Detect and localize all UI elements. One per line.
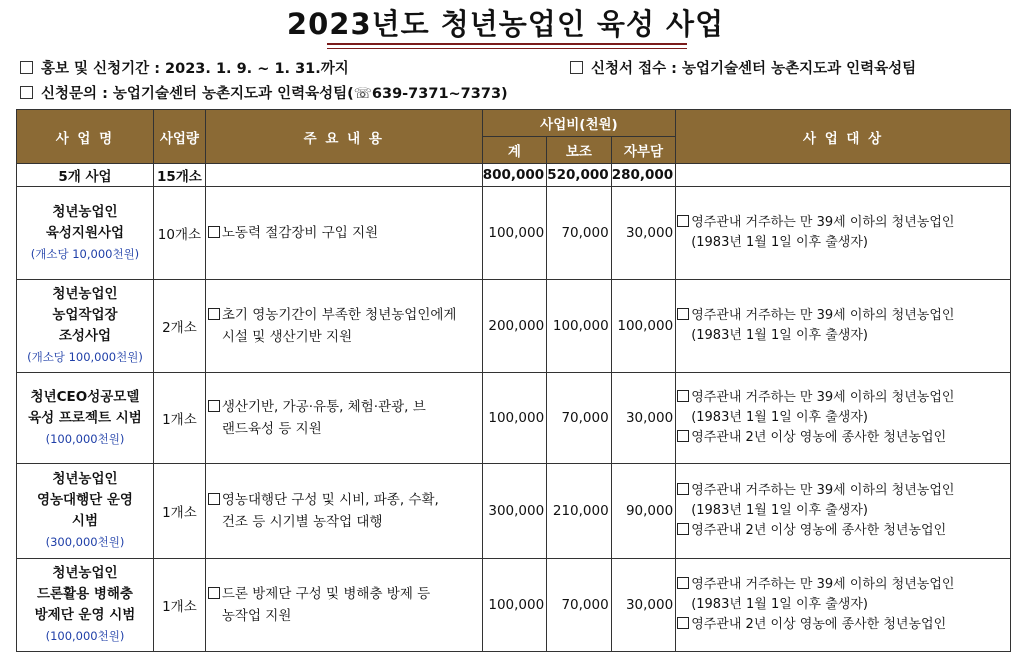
project-amount: 2개소 bbox=[153, 280, 205, 373]
header-self: 자부담 bbox=[611, 137, 676, 164]
header-content: 주 요 내 용 bbox=[205, 110, 482, 164]
project-content-text: 노동력 절감장비 구입 지원 bbox=[221, 225, 379, 241]
summary-target bbox=[676, 164, 1011, 187]
project-name-line: 청년농업인 bbox=[52, 471, 118, 487]
title-underline bbox=[327, 43, 687, 49]
project-unit-cost: (100,000천원) bbox=[45, 431, 125, 446]
header-cost: 사업비(천원) bbox=[482, 110, 676, 137]
project-target-line bbox=[677, 481, 1010, 501]
project-name-line: 육성 프로젝트 시범 bbox=[28, 409, 142, 426]
project-target-line bbox=[677, 521, 1010, 541]
checkbox-icon bbox=[208, 400, 220, 412]
project-name-line: 방제단 운영 시범 bbox=[34, 607, 136, 623]
project-subsidy: 100,000 bbox=[547, 280, 612, 373]
project-name bbox=[17, 187, 154, 280]
project-content-text: 생산기반, 가공·유통, 체험·관광, 브 bbox=[221, 399, 426, 415]
project-target-line bbox=[677, 575, 1010, 595]
project-total: 200,000 bbox=[482, 280, 547, 373]
project-amount: 1개소 bbox=[153, 373, 205, 464]
checkbox-icon bbox=[208, 587, 220, 599]
project-unit-cost: (개소당 10,000천원) bbox=[30, 246, 140, 261]
project-content bbox=[205, 559, 482, 652]
info-period bbox=[20, 57, 349, 78]
project-total: 100,000 bbox=[482, 559, 547, 652]
project-target-text: (1983년 1월 1일 이후 출생자) bbox=[691, 328, 868, 343]
checkbox-icon bbox=[677, 215, 689, 227]
project-self: 100,000 bbox=[611, 280, 676, 373]
checkbox-icon bbox=[208, 493, 220, 505]
project-content-text: 농작업 지원 bbox=[221, 608, 292, 624]
project-content bbox=[205, 373, 482, 464]
project-target-text: (1983년 1월 1일 이후 출생자) bbox=[691, 235, 868, 250]
project-content-line bbox=[208, 396, 482, 418]
project-amount: 10개소 bbox=[153, 187, 205, 280]
project-target bbox=[676, 373, 1011, 464]
project-total: 100,000 bbox=[482, 373, 547, 464]
project-name-line: 시범 bbox=[71, 513, 98, 529]
project-target-text: 영주관내 거주하는 만 39세 이하의 청년농업인 bbox=[691, 483, 955, 498]
project-name bbox=[17, 559, 154, 652]
project-target-line bbox=[677, 306, 1010, 326]
checkbox-icon bbox=[677, 390, 689, 402]
project-content-text: 랜드육성 등 지원 bbox=[221, 421, 322, 437]
info-reception-text: 신청서 접수 : 농업기술센터 농촌지도과 인력육성팀 bbox=[591, 61, 917, 77]
project-table bbox=[16, 109, 1011, 652]
project-target bbox=[676, 464, 1011, 559]
summary-row bbox=[17, 164, 1011, 187]
checkbox-icon bbox=[208, 226, 220, 238]
header-subsidy: 보조 bbox=[547, 137, 612, 164]
header-amount: 사업량 bbox=[153, 110, 205, 164]
project-target-text: (1983년 1월 1일 이후 출생자) bbox=[691, 410, 868, 425]
project-name-line: 청년농업인 bbox=[52, 203, 118, 220]
project-target-line bbox=[677, 501, 1010, 521]
project-target bbox=[676, 280, 1011, 373]
project-target-line bbox=[677, 233, 1010, 253]
project-name-line: 조성사업 bbox=[58, 328, 112, 344]
project-name-line: 청년농업인 bbox=[52, 286, 118, 302]
project-target-text: 영주관내 거주하는 만 39세 이하의 청년농업인 bbox=[691, 577, 955, 592]
header-name: 사 업 명 bbox=[17, 110, 154, 164]
project-target-text: (1983년 1월 1일 이후 출생자) bbox=[691, 503, 868, 518]
project-unit-cost: (개소당 100,000천원) bbox=[27, 350, 143, 364]
header-total: 계 bbox=[482, 137, 547, 164]
project-target-text: 영주관내 2년 이상 영농에 종사한 청년농업인 bbox=[691, 617, 947, 632]
project-target-line bbox=[677, 213, 1010, 233]
checkbox-icon bbox=[20, 86, 33, 99]
checkbox-icon bbox=[208, 308, 220, 320]
table-row bbox=[17, 280, 1011, 373]
project-content-line bbox=[208, 489, 482, 511]
project-name-line: 청년CEO성공모델 bbox=[30, 388, 140, 405]
project-content-line bbox=[208, 418, 482, 440]
project-content-text: 영농대행단 구성 및 시비, 파종, 수확, bbox=[221, 492, 439, 508]
summary-content bbox=[205, 164, 482, 187]
checkbox-icon bbox=[677, 577, 689, 589]
project-total: 300,000 bbox=[482, 464, 547, 559]
project-name-line: 드론활용 병해충 bbox=[36, 586, 133, 602]
project-content-text: 드론 방제단 구성 및 병해충 방제 등 bbox=[221, 586, 431, 602]
project-subsidy: 70,000 bbox=[547, 559, 612, 652]
project-content-text: 초기 영농기간이 부족한 청년농업인에게 bbox=[221, 307, 457, 323]
table-row bbox=[17, 373, 1011, 464]
summary-total: 800,000 bbox=[482, 164, 547, 187]
project-target-line bbox=[677, 326, 1010, 346]
project-target bbox=[676, 187, 1011, 280]
table-row bbox=[17, 464, 1011, 559]
project-content-text: 시설 및 생산기반 지원 bbox=[221, 329, 353, 345]
project-name bbox=[17, 373, 154, 464]
project-target-text: 영주관내 2년 이상 영농에 종사한 청년농업인 bbox=[691, 523, 947, 538]
project-content-line bbox=[208, 304, 482, 326]
project-name bbox=[17, 464, 154, 559]
project-target-line bbox=[677, 388, 1010, 408]
checkbox-icon bbox=[677, 430, 689, 442]
project-subsidy: 210,000 bbox=[547, 464, 612, 559]
project-unit-cost: (300,000천원) bbox=[45, 535, 125, 549]
project-content bbox=[205, 187, 482, 280]
project-content-line bbox=[208, 583, 482, 605]
table-row bbox=[17, 187, 1011, 280]
project-target-line bbox=[677, 595, 1010, 615]
project-target-text: 영주관내 거주하는 만 39세 이하의 청년농업인 bbox=[691, 308, 955, 323]
project-content-line bbox=[208, 511, 482, 533]
project-content-line bbox=[208, 222, 482, 244]
project-target-text: 영주관내 2년 이상 영농에 종사한 청년농업인 bbox=[691, 430, 947, 445]
project-name-line: 영농대행단 운영 bbox=[36, 492, 133, 508]
table-row bbox=[17, 559, 1011, 652]
project-amount: 1개소 bbox=[153, 464, 205, 559]
project-target-line bbox=[677, 428, 1010, 448]
project-name bbox=[17, 280, 154, 373]
project-total: 100,000 bbox=[482, 187, 547, 280]
project-content bbox=[205, 280, 482, 373]
project-self: 30,000 bbox=[611, 187, 676, 280]
info-inquiry bbox=[20, 82, 508, 103]
project-self: 90,000 bbox=[611, 464, 676, 559]
project-target bbox=[676, 559, 1011, 652]
project-amount: 1개소 bbox=[153, 559, 205, 652]
checkbox-icon bbox=[677, 308, 689, 320]
project-target-text: 영주관내 거주하는 만 39세 이하의 청년농업인 bbox=[691, 390, 955, 405]
project-name-line: 육성지원사업 bbox=[45, 224, 125, 241]
project-name-line: 청년농업인 bbox=[52, 565, 118, 581]
project-target-text: 영주관내 거주하는 만 39세 이하의 청년농업인 bbox=[691, 215, 955, 230]
page-title: 2023년도 청년농업인 육성 사업 bbox=[286, 7, 725, 41]
project-name-line: 농업작업장 bbox=[52, 307, 118, 323]
project-content-text: 건조 등 시기별 농작업 대행 bbox=[221, 514, 383, 530]
header-target: 사 업 대 상 bbox=[676, 110, 1011, 164]
checkbox-icon bbox=[20, 61, 33, 74]
checkbox-icon bbox=[570, 61, 583, 74]
summary-amount: 15개소 bbox=[153, 164, 205, 187]
checkbox-icon bbox=[677, 483, 689, 495]
project-unit-cost: (100,000천원) bbox=[45, 629, 125, 643]
project-subsidy: 70,000 bbox=[547, 187, 612, 280]
info-reception bbox=[570, 57, 916, 78]
info-period-text: 홍보 및 신청기간 : 2023. 1. 9. ~ 1. 31.까지 bbox=[41, 61, 349, 77]
project-content-line bbox=[208, 605, 482, 627]
summary-self: 280,000 bbox=[611, 164, 676, 187]
project-content-line bbox=[208, 326, 482, 348]
project-target-line bbox=[677, 615, 1010, 635]
project-subsidy: 70,000 bbox=[547, 373, 612, 464]
checkbox-icon bbox=[677, 617, 689, 629]
info-inquiry-text: 신청문의 : 농업기술센터 농촌지도과 인력육성팀(☏639-7371~7373) bbox=[41, 86, 508, 102]
project-self: 30,000 bbox=[611, 559, 676, 652]
checkbox-icon bbox=[677, 523, 689, 535]
summary-name: 5개 사업 bbox=[17, 164, 154, 187]
project-content bbox=[205, 464, 482, 559]
project-target-text: (1983년 1월 1일 이후 출생자) bbox=[691, 597, 868, 612]
project-target-line bbox=[677, 408, 1010, 428]
project-self: 30,000 bbox=[611, 373, 676, 464]
summary-subsidy: 520,000 bbox=[547, 164, 612, 187]
